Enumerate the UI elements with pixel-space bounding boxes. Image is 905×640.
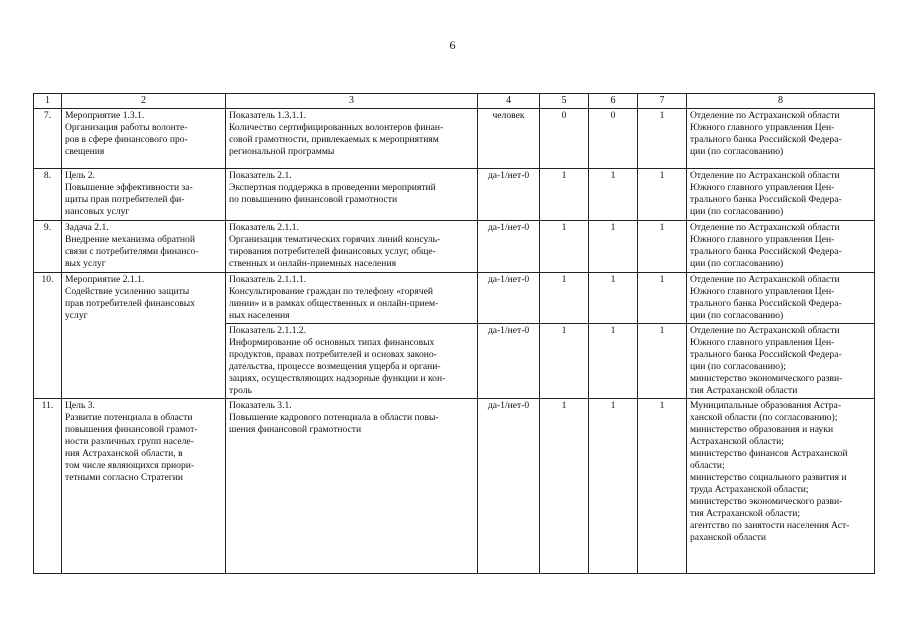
cell-line: Организация тематических горячих линий консуль- bbox=[229, 234, 441, 245]
value-cell: 1 bbox=[589, 273, 638, 324]
program-indicators-table bbox=[33, 93, 875, 574]
cell-line: щиты прав потребителей фи- bbox=[65, 194, 185, 205]
executor-cell bbox=[687, 273, 875, 324]
cell-line: ния Астраханской области, в bbox=[65, 448, 183, 459]
cell-line: Южного главного управления Цен- bbox=[690, 337, 835, 348]
cell-line: повышения финансовой грамот- bbox=[65, 424, 198, 435]
cell-line: министерство финансов Астраханской bbox=[690, 448, 848, 459]
cell-line: троль bbox=[229, 385, 252, 396]
value-cell: 1 bbox=[540, 324, 589, 399]
cell-line: трального банка Российской Федера- bbox=[690, 246, 842, 257]
cell-line: Отделение по Астраханской области bbox=[690, 170, 840, 181]
cell-line: Отделение по Астраханской области bbox=[690, 222, 840, 233]
cell-line: ных населения bbox=[229, 310, 290, 321]
cell-line: Цель 3. bbox=[65, 400, 95, 411]
cell-line: свещения bbox=[65, 146, 105, 157]
cell-line: Организация работы волонте- bbox=[65, 122, 188, 133]
value-cell: 0 bbox=[589, 109, 638, 169]
cell-line: Показатель 2.1.1.1. bbox=[229, 274, 307, 285]
value-cell: 1 bbox=[638, 221, 687, 273]
column-header: 4 bbox=[478, 94, 540, 109]
cell-line: Южного главного управления Цен- bbox=[690, 182, 835, 193]
unit-cell: да-1/нет-0 bbox=[478, 399, 540, 574]
cell-line: Мероприятие 1.3.1. bbox=[65, 110, 145, 121]
cell-line: трального банка Российской Федера- bbox=[690, 134, 842, 145]
value-cell: 1 bbox=[540, 273, 589, 324]
cell-line: прав потребителей финансовых bbox=[65, 298, 196, 309]
value-cell: 1 bbox=[638, 109, 687, 169]
item-name-cell bbox=[62, 273, 226, 399]
cell-line: Отделение по Астраханской области bbox=[690, 325, 840, 336]
value-cell: 1 bbox=[638, 273, 687, 324]
cell-line: Показатель 2.1.1. bbox=[229, 222, 299, 233]
cell-line: агентство по занятости населения Аст- bbox=[690, 520, 850, 531]
cell-line: трального банка Российской Федера- bbox=[690, 194, 842, 205]
table-row bbox=[34, 169, 875, 221]
column-header: 5 bbox=[540, 94, 589, 109]
cell-line: Повышение кадрового потенциала в области повы- bbox=[229, 412, 439, 423]
header-row bbox=[34, 94, 875, 109]
unit-cell: да-1/нет-0 bbox=[478, 169, 540, 221]
table-row bbox=[34, 221, 875, 273]
column-header: 2 bbox=[62, 94, 226, 109]
value-cell: 1 bbox=[589, 324, 638, 399]
cell-line: тия Астраханской области bbox=[690, 385, 798, 396]
cell-line: Задача 2.1. bbox=[65, 222, 109, 233]
cell-line: Южного главного управления Цен- bbox=[690, 122, 835, 133]
cell-line: тия Астраханской области; bbox=[690, 508, 801, 519]
cell-line: области; bbox=[690, 460, 725, 471]
cell-line: Экспертная поддержка в проведении мероприятий bbox=[229, 182, 436, 193]
unit-cell: человек bbox=[478, 109, 540, 169]
table-body bbox=[34, 94, 875, 574]
indicator-cell bbox=[226, 273, 478, 324]
item-name-cell bbox=[62, 221, 226, 273]
cell-line: Показатель 1.3.1.1. bbox=[229, 110, 307, 121]
column-header: 3 bbox=[226, 94, 478, 109]
column-header: 8 bbox=[687, 94, 875, 109]
table-row bbox=[34, 109, 875, 169]
cell-line: нансовых услуг bbox=[65, 206, 130, 217]
value-cell: 1 bbox=[540, 221, 589, 273]
value-cell: 1 bbox=[589, 399, 638, 574]
value-cell: 1 bbox=[638, 324, 687, 399]
cell-line: ханской области (по согласованию); bbox=[690, 412, 838, 423]
table-row bbox=[34, 399, 875, 574]
cell-line: ции (по согласованию); bbox=[690, 361, 786, 372]
cell-line: Мероприятие 2.1.1. bbox=[65, 274, 145, 285]
cell-line: линии» и в рамках общественных и онлайн-прием- bbox=[229, 298, 439, 309]
cell-line: министерство экономического разви- bbox=[690, 496, 843, 507]
table-row bbox=[34, 273, 875, 324]
indicator-cell bbox=[226, 399, 478, 574]
cell-line: ции (по согласованию) bbox=[690, 206, 784, 217]
value-cell: 1 bbox=[638, 169, 687, 221]
cell-line: Муниципальные образования Астра- bbox=[690, 400, 842, 411]
cell-line: тетными согласно Стратегии bbox=[65, 472, 184, 483]
cell-line: Отделение по Астраханской области bbox=[690, 110, 840, 121]
indicator-cell bbox=[226, 109, 478, 169]
cell-line: Астраханской области; bbox=[690, 436, 784, 447]
column-header: 6 bbox=[589, 94, 638, 109]
unit-cell: да-1/нет-0 bbox=[478, 324, 540, 399]
cell-line: зациях, осуществляющих надзорные функции и кон- bbox=[229, 373, 446, 384]
executor-cell bbox=[687, 169, 875, 221]
cell-line: Информирование об основных типах финансовых bbox=[229, 337, 435, 348]
executor-cell bbox=[687, 109, 875, 169]
cell-line: ции (по согласованию) bbox=[690, 146, 784, 157]
cell-line: совой грамотности, привлекаемых к мероприятиям bbox=[229, 134, 439, 145]
cell-line: Внедрение механизма обратной bbox=[65, 234, 195, 245]
cell-line: Показатель 3.1. bbox=[229, 400, 292, 411]
cell-line: трального банка Российской Федера- bbox=[690, 349, 842, 360]
column-header: 1 bbox=[34, 94, 62, 109]
cell-line: Повышение эффективности за- bbox=[65, 182, 193, 193]
value-cell: 1 bbox=[589, 169, 638, 221]
cell-line: ров в сфере финансового про- bbox=[65, 134, 188, 145]
cell-line: Количество сертифицированных волонтеров финан- bbox=[229, 122, 444, 133]
cell-line: министерство экономического разви- bbox=[690, 373, 843, 384]
cell-line: вых услуг bbox=[65, 258, 106, 269]
item-name-cell bbox=[62, 109, 226, 169]
cell-line: Южного главного управления Цен- bbox=[690, 286, 835, 297]
cell-line: тирования потребителей финансовых услуг, обще- bbox=[229, 246, 436, 257]
item-name-cell bbox=[62, 399, 226, 574]
row-number: 7. bbox=[34, 109, 62, 169]
indicator-cell bbox=[226, 169, 478, 221]
indicator-cell bbox=[226, 324, 478, 399]
cell-line: министерство образования и науки bbox=[690, 424, 834, 435]
cell-line: ции (по согласованию) bbox=[690, 310, 784, 321]
column-header: 7 bbox=[638, 94, 687, 109]
value-cell: 1 bbox=[540, 169, 589, 221]
cell-line: ции (по согласованию) bbox=[690, 258, 784, 269]
cell-line: связи с потребителями финансо- bbox=[65, 246, 199, 257]
cell-line: Показатель 2.1.1.2. bbox=[229, 325, 307, 336]
cell-line: Отделение по Астраханской области bbox=[690, 274, 840, 285]
cell-line: ственных и онлайн-приемных населения bbox=[229, 258, 396, 269]
executor-cell bbox=[687, 221, 875, 273]
item-name-cell bbox=[62, 169, 226, 221]
cell-line: продуктов, правах потребителей и основах законо- bbox=[229, 349, 437, 360]
row-number: 10. bbox=[34, 273, 62, 399]
value-cell: 1 bbox=[589, 221, 638, 273]
cell-line: министерство социального развития и bbox=[690, 472, 847, 483]
cell-line: раханской области bbox=[690, 532, 766, 543]
executor-cell bbox=[687, 324, 875, 399]
cell-line: дательства, процессе возмещения ущерба и органи- bbox=[229, 361, 441, 372]
executor-cell bbox=[687, 399, 875, 574]
page-number: 6 bbox=[449, 38, 456, 52]
unit-cell: да-1/нет-0 bbox=[478, 273, 540, 324]
cell-line: шения финансовой грамотности bbox=[229, 424, 362, 435]
cell-line: труда Астраханской области; bbox=[690, 484, 809, 495]
row-number: 11. bbox=[34, 399, 62, 574]
row-number: 8. bbox=[34, 169, 62, 221]
indicator-cell bbox=[226, 221, 478, 273]
cell-line: Цель 2. bbox=[65, 170, 95, 181]
cell-line: региональной программы bbox=[229, 146, 335, 157]
cell-line: Южного главного управления Цен- bbox=[690, 234, 835, 245]
cell-line: Показатель 2.1. bbox=[229, 170, 292, 181]
cell-line: ности различных групп населе- bbox=[65, 436, 194, 447]
cell-line: трального банка Российской Федера- bbox=[690, 298, 842, 309]
unit-cell: да-1/нет-0 bbox=[478, 221, 540, 273]
cell-line: Консультирование граждан по телефону «горячей bbox=[229, 286, 433, 297]
cell-line: Содействие усилению защиты bbox=[65, 286, 190, 297]
cell-line: по повышению финансовой грамотности bbox=[229, 194, 398, 205]
cell-line: том числе являющихся приори- bbox=[65, 460, 195, 471]
cell-line: Развитие потенциала в области bbox=[65, 412, 193, 423]
value-cell: 0 bbox=[540, 109, 589, 169]
value-cell: 1 bbox=[540, 399, 589, 574]
row-number: 9. bbox=[34, 221, 62, 273]
value-cell: 1 bbox=[638, 399, 687, 574]
cell-line: услуг bbox=[65, 310, 88, 321]
